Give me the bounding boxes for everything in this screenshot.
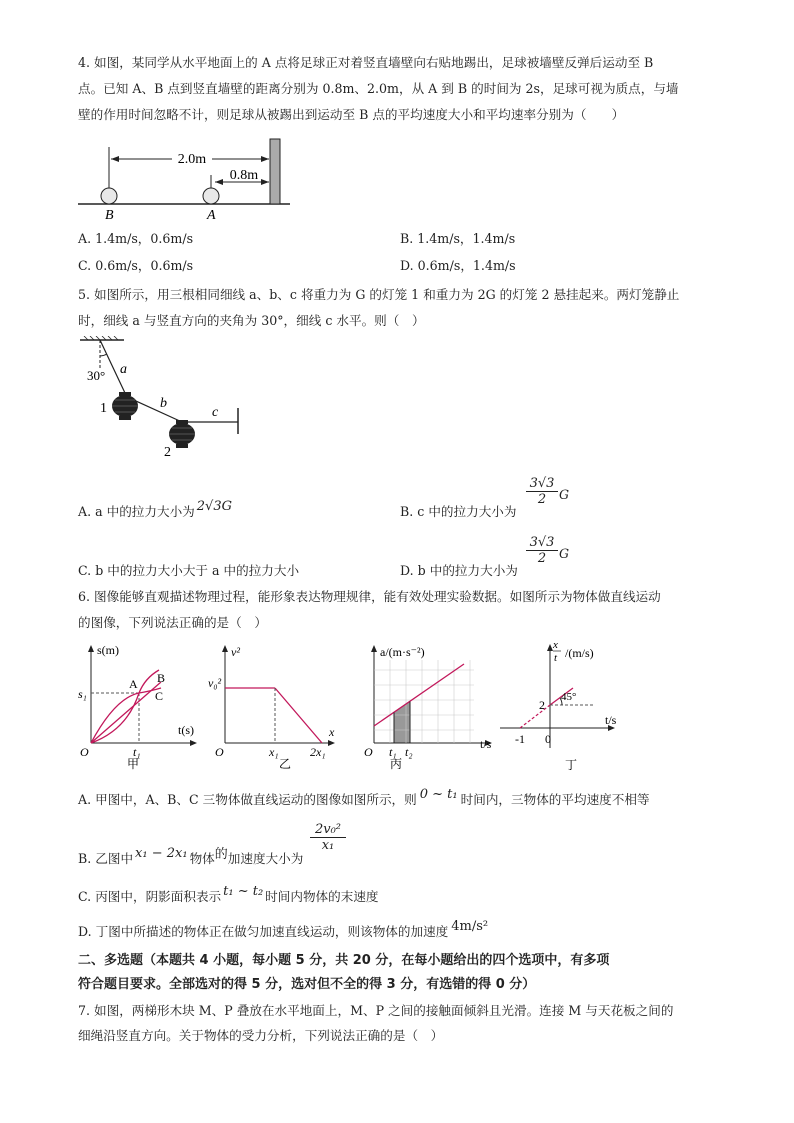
svg-text:/(m/s): /(m/s): [565, 646, 594, 660]
q5-angle: 30°: [87, 368, 106, 383]
svg-text:x: x: [553, 639, 558, 651]
q6-graph-ding: [495, 633, 630, 773]
q4-line-2: 点。已知 A、B 点到竖直墙壁的距离分别为 0.8m、2.0m，从 A 到 B 的时间为 2s，足球可视为质点，与墙: [78, 81, 679, 96]
svg-text:O: O: [215, 745, 224, 759]
svg-text:t(s): t(s): [178, 723, 194, 737]
q6-option-d: D. 丁图中所描述的物体正在做匀加速直线运动，则该物体的加速度 4m/s²: [78, 919, 489, 939]
svg-text:t₁: t₁: [389, 745, 397, 759]
svg-text:丙: 丙: [390, 757, 403, 771]
q5-option-a: A. a 中的拉力大小为 2√3G: [78, 499, 232, 519]
q5-lantern-2-label: 2: [164, 445, 171, 460]
svg-text:B: B: [157, 671, 166, 685]
svg-text:甲: 甲: [127, 757, 140, 771]
q6-graph-yi: [205, 640, 345, 772]
q5-line-2: 时，细线 a 与竖直方向的夹角为 30°，细线 c 水平。则（ ）: [78, 313, 425, 328]
svg-text:t/s: t/s: [480, 737, 492, 751]
q5-figure: [80, 336, 260, 461]
svg-text:2x₁: 2x₁: [310, 745, 326, 759]
q5-line-a-label: a: [120, 362, 127, 377]
svg-text:45°: 45°: [561, 691, 577, 703]
q5-line-c-label: c: [212, 405, 219, 420]
q4-option-c: C. 0.6m/s，0.6m/s: [78, 258, 194, 273]
q4-line-3: 壁的作用时间忽略不计，则足球从被踢出到运动至 B 点的平均速度大小和平均速率分别为（ ）: [78, 107, 625, 122]
svg-text:t: t: [554, 652, 558, 664]
svg-text:v₀²: v₀²: [208, 676, 222, 690]
q6-graph-jia: [75, 640, 205, 772]
section-2-heading-line-1: 二、多选题（本题共 4 小题，每小题 5 分，共 20 分，在每小题给出的四个选项中，有多项: [78, 953, 610, 968]
svg-text:A: A: [129, 677, 138, 691]
svg-text:C: C: [155, 689, 164, 703]
q7-line-1: 7. 如图，两梯形木块 M、P 叠放在水平地面上，M、P 之间的接触面倾斜且光滑。连接 M 与天花板之间的: [78, 1003, 674, 1018]
q5-lantern-1-label: 1: [100, 401, 107, 416]
q6-graph-bing: [360, 640, 505, 772]
q6-option-b: B. 乙图中 x₁ − 2x₁ 物体的加速度大小为: [78, 846, 304, 866]
q4-label-a: A: [207, 208, 216, 222]
q5-line-1: 5. 如图所示，用三根相同细线 a、b、c 将重力为 G 的灯笼 1 和重力为 2G 的灯笼 2 悬挂起来。两灯笼静止: [78, 287, 680, 302]
q5-option-c: C. b 中的拉力大小大于 a 中的拉力大小: [78, 563, 300, 578]
svg-text:O: O: [364, 745, 373, 759]
lantern-1-icon: [112, 392, 138, 420]
svg-text:t₁: t₁: [133, 745, 141, 759]
svg-text:s₁: s₁: [78, 687, 87, 701]
q6-option-b-fraction: $\frac{\text{2v₀²}}{\text{x₁}}$: [310, 822, 346, 853]
svg-text:t/s: t/s: [605, 713, 617, 727]
q4-option-b: B. 1.4m/s，1.4m/s: [400, 231, 516, 246]
q5-option-b-fraction: $\frac{3√3}{2}$: [526, 476, 558, 507]
q4-option-d: D. 0.6m/s，1.4m/s: [400, 258, 516, 273]
q6-line-1: 6. 图像能够直观描述物理过程，能形象表达物理规律，能有效处理实验数据。如图所示为物体做直线运动: [78, 589, 661, 604]
q4-dist-2m: 2.0m: [177, 152, 207, 167]
q7-line-2: 细绳沿竖直方向。关于物体的受力分析，下列说法正确的是（ ）: [78, 1028, 444, 1043]
q5-option-d-fraction: $\frac{3√3}{2}$: [526, 535, 558, 566]
q4-option-a: A. 1.4m/s，0.6m/s: [78, 231, 194, 246]
q5-option-d-suffix: G: [559, 546, 570, 561]
q5-option-b-suffix: G: [559, 487, 570, 502]
q5-option-d: D. b 中的拉力大小为: [400, 563, 518, 578]
q4-label-b: B: [105, 208, 114, 222]
svg-text:0: 0: [545, 732, 551, 746]
q6-option-c: C. 丙图中，阴影面积表示 t₁ ~ t₂ 时间内物体的末速度: [78, 884, 379, 904]
svg-text:乙: 乙: [279, 757, 292, 771]
svg-text:s(m): s(m): [97, 643, 119, 657]
q4-figure: [78, 137, 298, 222]
lantern-2-icon: [169, 420, 195, 448]
q6-line-2: 的图像，下列说法正确的是（ ）: [78, 615, 267, 630]
svg-text:t₂: t₂: [405, 745, 413, 759]
q4-dist-08m: 0.8m: [229, 168, 259, 183]
svg-text:-1: -1: [515, 732, 525, 746]
q4-line-1: 4. 如图，某同学从水平地面上的 A 点将足球正对着竖直墙壁向右贴地踢出，足球被墙壁反弹后运动至 B: [78, 55, 654, 70]
section-2-heading-line-2: 符合题目要求。全部选对的得 5 分，选对但不全的得 3 分，有选错的得 0 分）: [78, 977, 536, 992]
q5-option-b: B. c 中的拉力大小为: [400, 504, 517, 519]
svg-text:丁: 丁: [565, 758, 578, 772]
svg-text:O: O: [80, 745, 89, 759]
q6-option-a: A. 甲图中，A、B、C 三物体做直线运动的图像如图所示，则 0 ~ t₁ 时间内，三物体的平均速度不相等: [78, 787, 650, 807]
svg-text:x₁: x₁: [269, 745, 279, 759]
svg-text:v²: v²: [231, 645, 240, 659]
svg-text:x: x: [329, 725, 335, 739]
svg-text:a/(m·s⁻²): a/(m·s⁻²): [380, 645, 425, 659]
svg-text:2: 2: [539, 698, 545, 712]
q5-line-b-label: b: [160, 396, 167, 411]
